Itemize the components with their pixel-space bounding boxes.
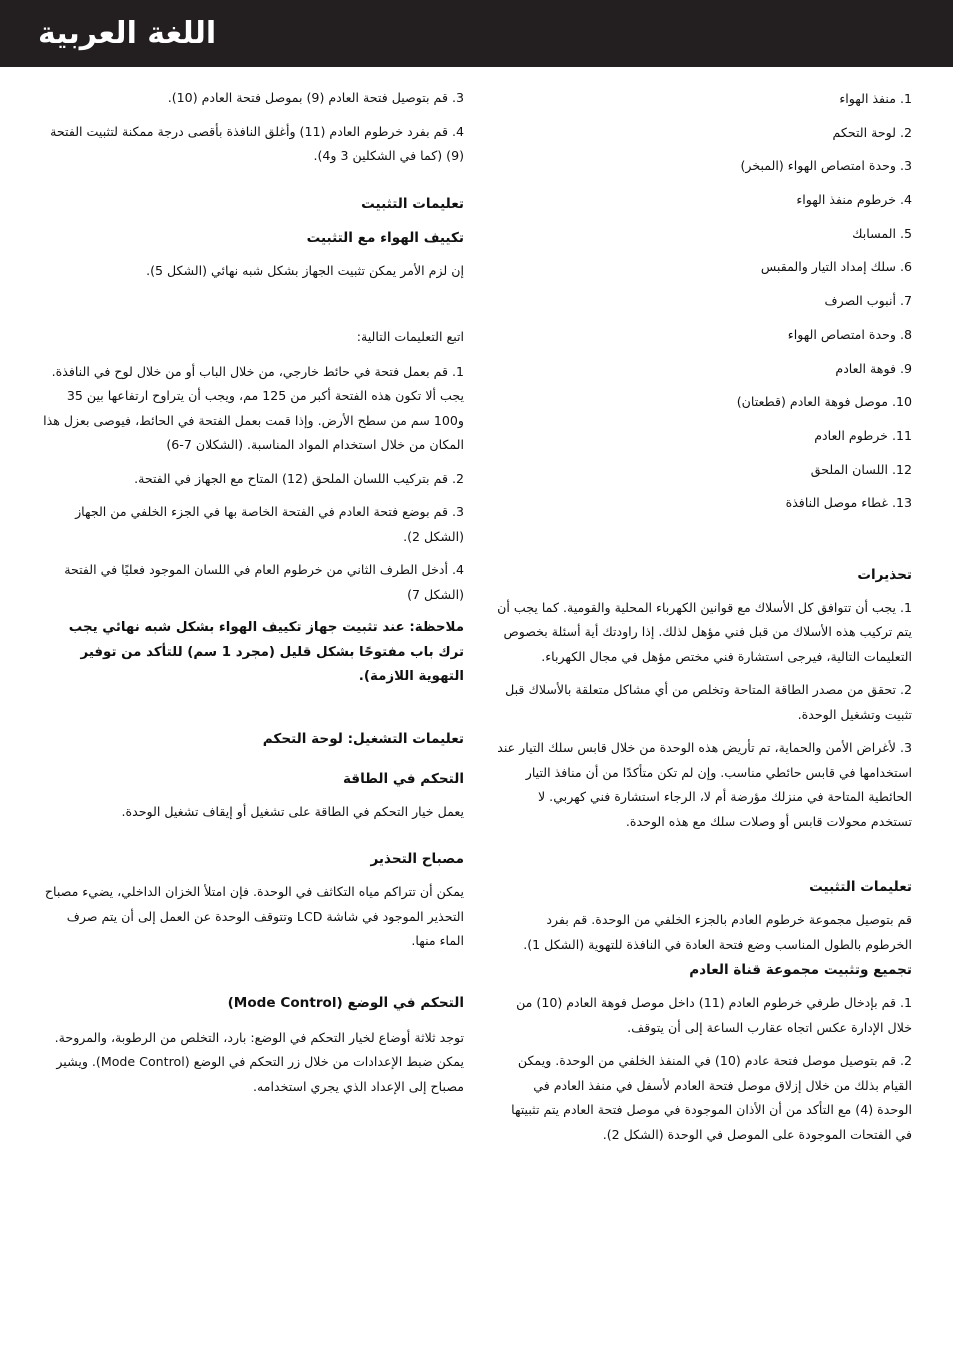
warning-item-3: 3. لأغراض الأمن والحماية، تم تأريض هذه الوحدة من خلال قابس سلك التيار عند استخدامها في قابس حائطي مناسب. وإن لم تكن متأكدًا من أن منافذ التيار الحائطية المتاحة في منزلك مؤرضة أم لا، الرجاء استشارة فني كهربي. لا تستخدم محولات قابس أو وصلات سلك مع هذه الوحدة. <box>497 740 912 829</box>
warning-item-2: 2. تحقق من مصدر الطاقة المتاحة وتخلص من أي مشاكل متعلقة بالأسلاك قبل تثبيت وتشغيل الوحدة. <box>505 682 912 722</box>
list-item: 11. خرطوم العادم <box>814 427 912 443</box>
warning-light-heading: مصباح التحذير <box>370 851 464 867</box>
follow-item-4: 4. أدخل الطرف الثاني من خرطوم العام في اللسان الموجود فعليًا في الفتحة (الشكل 7) <box>64 562 464 602</box>
list-item: 4. خرطوم منفذ الهواء <box>796 192 912 208</box>
follow-item-1: 1. قم بعمل فتحة في حائط خارجي، من خلال الباب أو من خلال لوح في النافذة. يجب ألا تكون هذه الفتحة أكبر من 125 مم، ويجب أن يتراوح ارتفاعها بين 35 و100 سم من سطح الأرض. وإذا قمت بعمل الفتحة في الحائط، فيوصى بعزل هذا المكان من خلال استخدام المواد المناسبة. (الشكلان 7-6) <box>43 363 464 452</box>
ac-install-heading: تكييف الهواء مع التثبيت <box>306 229 464 246</box>
exhaust-assembly-heading: تجميع وتثبيت مجموعة قناة العادم <box>689 962 912 979</box>
header-bar <box>0 0 953 67</box>
warning-light-text: يمكن أن تتراكم مياه التكاثف في الوحدة. فإن امتلأ الخزان الداخلي، يضيء مصباح التحذير الموجود في شاشة LCD وتتوقف الوحدة عن العمل إلى أن يتم صرف الماء منها. <box>44 884 464 948</box>
power-control-heading: التحكم في الطاقة <box>342 770 464 787</box>
operation-heading: تعليمات التشغيل: لوحة التحكم <box>262 730 464 747</box>
list-item: 8. وحدة امتصاص الهواء <box>787 326 912 342</box>
list-item: 10. موصل فوهة العادم (قطعتان) <box>736 394 912 410</box>
installation-heading: تعليمات التثبيت <box>809 879 912 896</box>
follow-instructions: اتبع التعليمات التالية: <box>356 329 464 344</box>
list-item: 6. سلك إمداد التيار والمقبس <box>760 259 912 275</box>
note-text: ملاحظة: عند تثبيت جهاز تكييف الهواء بشكل شبه نهائي يجب ترك باب مفتوحًا بشكل قليل (مجرد 1 سم) للتأكد من توفير التهوية اللازمة). <box>68 620 464 684</box>
list-item: 13. غطاء موصل النافذة <box>785 495 912 511</box>
step-3: 3. قم بتوصيل فتحة العادم (9) بموصل فتحة العادم (10). <box>167 90 464 105</box>
ac-install-text: إن لزم الأمر يمكن تثبيت الجهاز بشكل شبه نهائي (الشكل 5). <box>146 262 464 278</box>
warnings-heading: تحذيرات <box>857 566 912 583</box>
power-control-text: يعمل خيار التحكم في الطاقة على تشغيل أو إيقاف تشغيل الوحدة. <box>121 803 464 819</box>
page-title: اللغة العربية <box>38 16 217 51</box>
step-4: 4. قم بفرد خرطوم العادم (11) وأغلق النافذة بأقصى درجة ممكنة لتثبيت الفتحة (9) (كما في الشكلين 3 و4). <box>50 123 464 163</box>
list-item: 2. لوحة التحكم <box>832 124 912 140</box>
list-item: 1. منفذ الهواء <box>839 91 912 106</box>
follow-item-2: 2. قم بتركيب اللسان الملحق (12) المتاح مع الجهاز في الفتحة. <box>134 470 464 486</box>
install-heading: تعليمات التثبيت <box>361 195 464 212</box>
parts-list <box>497 86 912 524</box>
installation-text: قم بتوصيل مجموعة خرطوم العادم بالجزء الخلفي من الوحدة. قم بفرد الخرطوم بالطول المناسب وضع فتحة العادة في النافذة للتهوية (الشكل 1). <box>523 912 912 952</box>
list-item: 5. المسابك <box>852 225 912 241</box>
mode-control-heading: التحكم في الوضع (Mode Control) <box>227 994 464 1011</box>
follow-item-3: 3. قم بوضع فتحة العادم في الفتحة الخاصة بها في الجزء الخلفي من الجهاز (الشكل 2). <box>75 504 464 544</box>
mode-control-text: توجد ثلاثة أوضاع لخيار التحكم في الوضع: بارد، التخلص من الرطوبة، والمروحة. يمكن ضبط الإعدادات من خلال زر التحكم في الوضع (Mode Control). ويشير مصباح إلى الإعداد الذي يجري استخدامه. <box>54 1029 464 1094</box>
list-item: 7. أنبوب الصرف <box>824 293 912 309</box>
warning-item-1: 1. يجب أن تتوافق كل الأسلاك مع قوانين الكهرباء المحلية والقومية. كما يجب أن يتم تركيب هذه الأسلاك من قبل فني مؤهل لذلك. إذا راودتك أية أسئلة بخصوص التعليمات التالية، فيرجى استشارة فني مختص مؤهل في مجال الكهرباء. <box>497 599 912 664</box>
right-column <box>497 86 912 1147</box>
installation-item-1: 1. قم بإدخال طرفي خرطوم العادم (11) داخل موصل فوهة العادم (10) من خلال الإدارة عكس اتجاه عقارب الساعة إلى أن يتوقف. <box>516 995 912 1035</box>
list-item: 3. وحدة امتصاص الهواء (المبخر) <box>740 158 912 174</box>
left-column <box>39 86 464 1099</box>
list-item: 9. فوهة العادم <box>835 360 912 376</box>
list-item: 12. اللسان الملحق <box>810 461 912 477</box>
installation-item-2: 2. قم بتوصيل موصل فتحة عادم (10) في المنفذ الخلفي من الوحدة. ويمكن القيام بذلك من خلال إزلاق موصل فتحة العادم لأسفل في منفذ العادم في الوحدة (4) مع التأكد من أن الأذان الموجودة في موصل فتحة العادم يتم تثبيتها في الفتحات الموجودة على الموصل في الوحدة (الشكل 2). <box>511 1053 912 1142</box>
